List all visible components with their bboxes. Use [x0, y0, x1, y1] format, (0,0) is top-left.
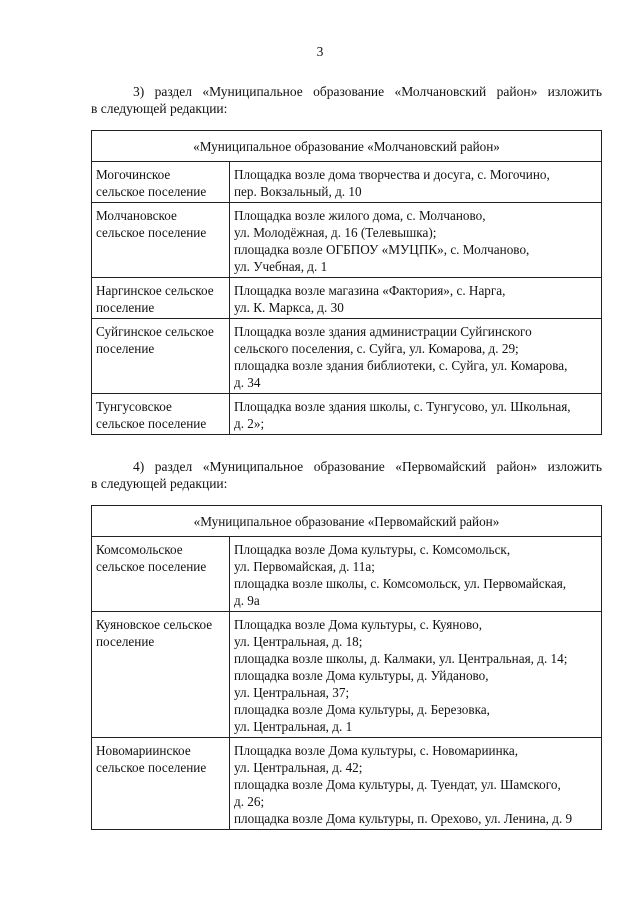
settlement-name-line: Куяновское сельское	[96, 617, 213, 632]
settlement-name-cell	[92, 162, 230, 203]
section3-intro-line1: 3) раздел «Муниципальное образование «Молчановский район» изложить	[133, 84, 602, 99]
table-row	[92, 738, 602, 830]
location-line: д. 9а	[234, 593, 260, 608]
location-cell	[230, 278, 602, 319]
location-line: сельского поселения, с. Суйга, ул. Комарова, д. 29;	[234, 341, 519, 356]
location-line: д. 26;	[234, 794, 265, 809]
settlement-name-line: Новомариинское	[96, 743, 191, 758]
section4-table-header-row	[92, 506, 602, 537]
location-line: Площадка возле Дома культуры, с. Новомариинка,	[234, 743, 519, 758]
location-line: Площадка возле здания администрации Суйгинского	[234, 324, 532, 339]
location-cell	[230, 612, 602, 738]
settlement-name-line: Комсомольское	[96, 542, 183, 557]
location-cell	[230, 162, 602, 203]
settlement-name-cell	[92, 738, 230, 830]
table-row	[92, 203, 602, 278]
settlement-name-line: поселение	[96, 341, 155, 356]
location-line: площадка возле Дома культуры, д. Березовка,	[234, 702, 490, 717]
settlement-name-line: поселение	[96, 300, 155, 315]
location-line: площадка возле Дома культуры, д. Туендат, ул. Шамского,	[234, 777, 561, 792]
location-line: площадка возле ОГБПОУ «МУЦПК», с. Молчаново,	[234, 242, 530, 257]
location-line: ул. Первомайская, д. 11а;	[234, 559, 375, 574]
settlement-name-cell	[92, 278, 230, 319]
location-line: площадка возле здания библиотеки, с. Суйга, ул. Комарова,	[234, 358, 568, 373]
location-cell	[230, 203, 602, 278]
settlement-name-cell	[92, 319, 230, 394]
location-line: площадка возле школы, с. Комсомольск, ул. Первомайская,	[234, 576, 567, 591]
location-line: ул. Центральная, 37;	[234, 685, 350, 700]
location-line: площадка возле Дома культуры, п. Орехово, ул. Ленина, д. 9	[234, 811, 573, 826]
location-line: д. 2»;	[234, 416, 265, 431]
settlement-name-line: сельское поселение	[96, 184, 207, 199]
location-line: ул. К. Маркса, д. 30	[234, 300, 344, 315]
settlement-name-line: сельское поселение	[96, 760, 207, 775]
section3-table-header: «Муниципальное образование «Молчановский район»	[92, 131, 602, 162]
settlement-name-line: сельское поселение	[96, 559, 207, 574]
settlement-name-line: Наргинское сельское	[96, 283, 214, 298]
location-cell	[230, 319, 602, 394]
table-row	[92, 278, 602, 319]
section4-intro	[91, 458, 602, 492]
location-cell	[230, 738, 602, 830]
table-row	[92, 394, 602, 435]
settlement-name-line: Тунгусовское	[96, 399, 172, 414]
location-line: ул. Молодёжная, д. 16 (Телевышка);	[234, 225, 437, 240]
settlement-name-line: сельское поселение	[96, 225, 207, 240]
settlement-name-line: поселение	[96, 634, 155, 649]
section3-table	[91, 130, 602, 435]
section3-intro-line2: в следующей редакции:	[91, 101, 228, 116]
section3-table-header-row	[92, 131, 602, 162]
section4-intro-line1: 4) раздел «Муниципальное образование «Первомайский район» изложить	[133, 459, 602, 474]
table-row	[92, 537, 602, 612]
settlement-name-cell	[92, 394, 230, 435]
page-number: 3	[316, 44, 324, 59]
location-line: ул. Центральная, д. 42;	[234, 760, 363, 775]
section4-table	[91, 505, 602, 830]
location-line: пер. Вокзальный, д. 10	[234, 184, 362, 199]
settlement-name-line: Молчановское	[96, 208, 177, 223]
location-cell	[230, 537, 602, 612]
location-line: ул. Центральная, д. 1	[234, 719, 353, 734]
location-line: ул. Учебная, д. 1	[234, 259, 328, 274]
settlement-name-cell	[92, 203, 230, 278]
location-line: ул. Центральная, д. 18;	[234, 634, 363, 649]
location-cell	[230, 394, 602, 435]
location-line: Площадка возле Дома культуры, с. Комсомольск,	[234, 542, 511, 557]
location-line: Площадка возле Дома культуры, с. Куяново,	[234, 617, 483, 632]
table-row	[92, 319, 602, 394]
location-line: площадка возле школы, д. Калмаки, ул. Центральная, д. 14;	[234, 651, 568, 666]
section3-intro	[91, 83, 602, 117]
section4-table-header: «Муниципальное образование «Первомайский район»	[92, 506, 602, 537]
location-line: д. 34	[234, 375, 261, 390]
location-line: Площадка возле дома творчества и досуга, с. Могочино,	[234, 167, 550, 182]
settlement-name-line: Суйгинское сельское	[96, 324, 214, 339]
location-line: Площадка возле здания школы, с. Тунгусово, ул. Школьная,	[234, 399, 571, 414]
settlement-name-line: сельское поселение	[96, 416, 207, 431]
settlement-name-cell	[92, 612, 230, 738]
settlement-name-cell	[92, 537, 230, 612]
location-line: Площадка возле магазина «Фактория», с. Нарга,	[234, 283, 506, 298]
table-row	[92, 162, 602, 203]
settlement-name-line: Могочинское	[96, 167, 171, 182]
section4-intro-line2: в следующей редакции:	[91, 476, 228, 491]
location-line: Площадка возле жилого дома, с. Молчаново,	[234, 208, 486, 223]
table-row	[92, 612, 602, 738]
location-line: площадка возле Дома культуры, д. Уйданово,	[234, 668, 489, 683]
